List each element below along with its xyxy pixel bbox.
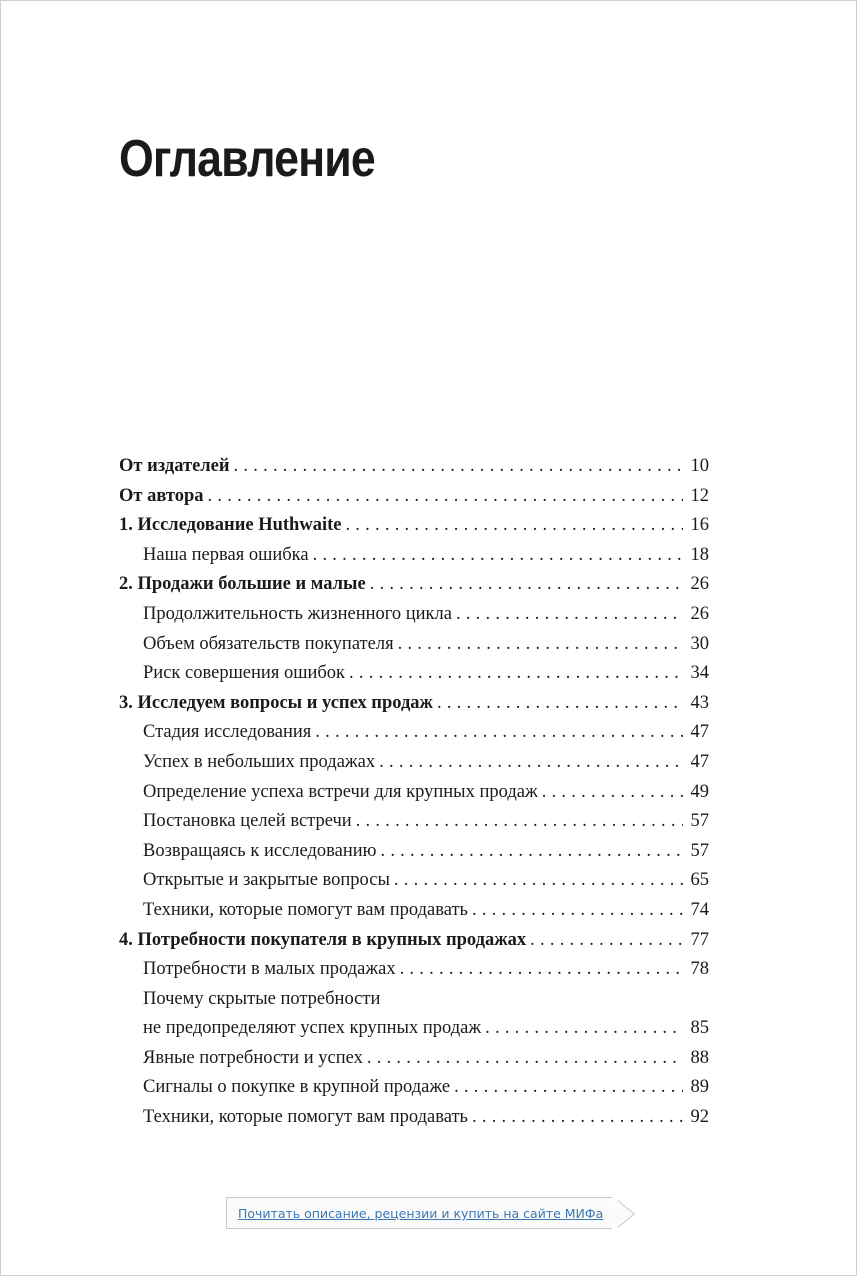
toc-section-entry[interactable] xyxy=(119,1044,709,1074)
toc-section-entry[interactable] xyxy=(119,896,709,926)
toc-dot-leader xyxy=(456,600,683,630)
toc-entry-label: 4. Потребности покупателя в крупных продажах xyxy=(119,929,527,950)
toc-chapter-entry[interactable] xyxy=(119,570,709,600)
toc-dot-leader xyxy=(370,570,683,600)
toc-dot-leader xyxy=(394,866,683,896)
toc-section-entry[interactable] xyxy=(119,985,709,1015)
toc-chapter-entry[interactable] xyxy=(119,452,709,482)
toc-entry-label: Успех в небольших продажах xyxy=(143,751,376,772)
toc-section-entry[interactable] xyxy=(119,718,709,748)
toc-dot-leader xyxy=(437,689,683,719)
toc-section-entry[interactable] xyxy=(119,1103,709,1133)
toc-entry-label: Сигналы о покупке в крупной продаже xyxy=(143,1077,451,1098)
toc-page-number: 74 xyxy=(690,899,709,920)
toc-page-number: 77 xyxy=(690,929,709,950)
page-title: Оглавление xyxy=(119,130,375,188)
toc-section-entry[interactable] xyxy=(119,748,709,778)
toc-dot-leader xyxy=(485,1014,683,1044)
toc-entry-label: Стадия исследования xyxy=(143,722,312,743)
toc-dot-leader xyxy=(472,896,683,926)
toc-page-number: 30 xyxy=(690,633,709,654)
toc-entry-label: Потребности в малых продажах xyxy=(143,959,396,980)
toc-entry-label: Возвращаясь к исследованию xyxy=(143,840,377,861)
toc-chapter-entry[interactable] xyxy=(119,482,709,512)
toc-dot-leader xyxy=(234,452,683,482)
store-link-banner[interactable] xyxy=(226,1197,612,1229)
toc-dot-leader xyxy=(380,837,683,867)
toc-section-entry[interactable] xyxy=(119,955,709,985)
table-of-contents xyxy=(119,452,709,1133)
toc-page-number: 12 xyxy=(690,485,709,506)
toc-entry-label: Объем обязательств покупателя xyxy=(143,633,394,654)
toc-dot-leader xyxy=(472,1103,683,1133)
toc-section-entry[interactable] xyxy=(119,541,709,571)
toc-page-number: 89 xyxy=(690,1077,709,1098)
toc-page-number: 43 xyxy=(690,692,709,713)
toc-entry-label: От издателей xyxy=(119,456,230,476)
toc-page-number: 10 xyxy=(690,456,709,476)
toc-chapter-entry[interactable] xyxy=(119,511,709,541)
toc-page-number: 85 xyxy=(690,1018,709,1039)
toc-chapter-entry[interactable] xyxy=(119,926,709,956)
toc-entry-label: Техники, которые помогут вам продавать xyxy=(143,1107,468,1128)
toc-entry-label: 3. Исследуем вопросы и успех продаж xyxy=(119,692,433,713)
toc-page-number: 26 xyxy=(690,603,709,624)
toc-page-number: 47 xyxy=(690,751,709,772)
toc-entry-label: Риск совершения ошибок xyxy=(143,663,346,684)
store-link[interactable]: Почитать описание, рецензии и купить на сайте МИФа xyxy=(238,1206,604,1221)
toc-dot-leader xyxy=(454,1073,683,1103)
toc-entry-label: 2. Продажи большие и малые xyxy=(119,574,366,595)
toc-chapter-entry[interactable] xyxy=(119,689,709,719)
toc-section-entry[interactable] xyxy=(119,1014,709,1044)
toc-page-number: 34 xyxy=(690,663,709,684)
toc-dot-leader xyxy=(208,482,683,512)
toc-page-number: 49 xyxy=(690,781,709,802)
toc-page-number: 78 xyxy=(690,959,709,980)
toc-entry-label: не предопределяют успех крупных продаж xyxy=(143,1018,482,1039)
toc-section-entry[interactable] xyxy=(119,600,709,630)
toc-page-number: 88 xyxy=(690,1047,709,1068)
toc-dot-leader xyxy=(349,659,683,689)
toc-section-entry[interactable] xyxy=(119,1073,709,1103)
toc-page-number: 26 xyxy=(690,574,709,595)
toc-dot-leader xyxy=(398,630,683,660)
toc-page-number: 92 xyxy=(690,1107,709,1128)
toc-section-entry[interactable] xyxy=(119,778,709,808)
toc-entry-label: Определение успеха встречи для крупных продаж xyxy=(143,781,538,802)
toc-section-entry[interactable] xyxy=(119,630,709,660)
toc-entry-label: Продолжительность жизненного цикла xyxy=(143,603,452,624)
toc-dot-leader xyxy=(345,511,683,541)
toc-dot-leader xyxy=(400,955,683,985)
toc-entry-label: От автора xyxy=(119,485,204,506)
toc-page-number: 57 xyxy=(690,840,709,861)
toc-dot-leader xyxy=(379,748,683,778)
toc-dot-leader xyxy=(315,718,683,748)
toc-dot-leader xyxy=(542,778,683,808)
toc-entry-label: Почему скрытые потребности xyxy=(143,988,381,1009)
toc-entry-label: Постановка целей встречи xyxy=(143,811,352,832)
toc-dot-leader xyxy=(313,541,683,571)
toc-page-number: 57 xyxy=(690,811,709,832)
toc-page-number: 65 xyxy=(690,870,709,891)
toc-entry-label: Явные потребности и успех xyxy=(143,1047,363,1068)
toc-entry-label: 1. Исследование Huthwaite xyxy=(119,515,342,536)
toc-page-number: 18 xyxy=(690,544,709,565)
toc-section-entry[interactable] xyxy=(119,837,709,867)
toc-page-number: 47 xyxy=(690,722,709,743)
toc-entry-label: Открытые и закрытые вопросы xyxy=(143,870,390,891)
toc-dot-leader xyxy=(530,926,683,956)
toc-page-number: 16 xyxy=(690,515,709,536)
toc-dot-leader xyxy=(367,1044,683,1074)
toc-entry-label: Техники, которые помогут вам продавать xyxy=(143,899,468,920)
toc-section-entry[interactable] xyxy=(119,659,709,689)
toc-section-entry[interactable] xyxy=(119,807,709,837)
toc-section-entry[interactable] xyxy=(119,866,709,896)
toc-dot-leader xyxy=(356,807,683,837)
toc-entry-label: Наша первая ошибка xyxy=(143,544,309,565)
